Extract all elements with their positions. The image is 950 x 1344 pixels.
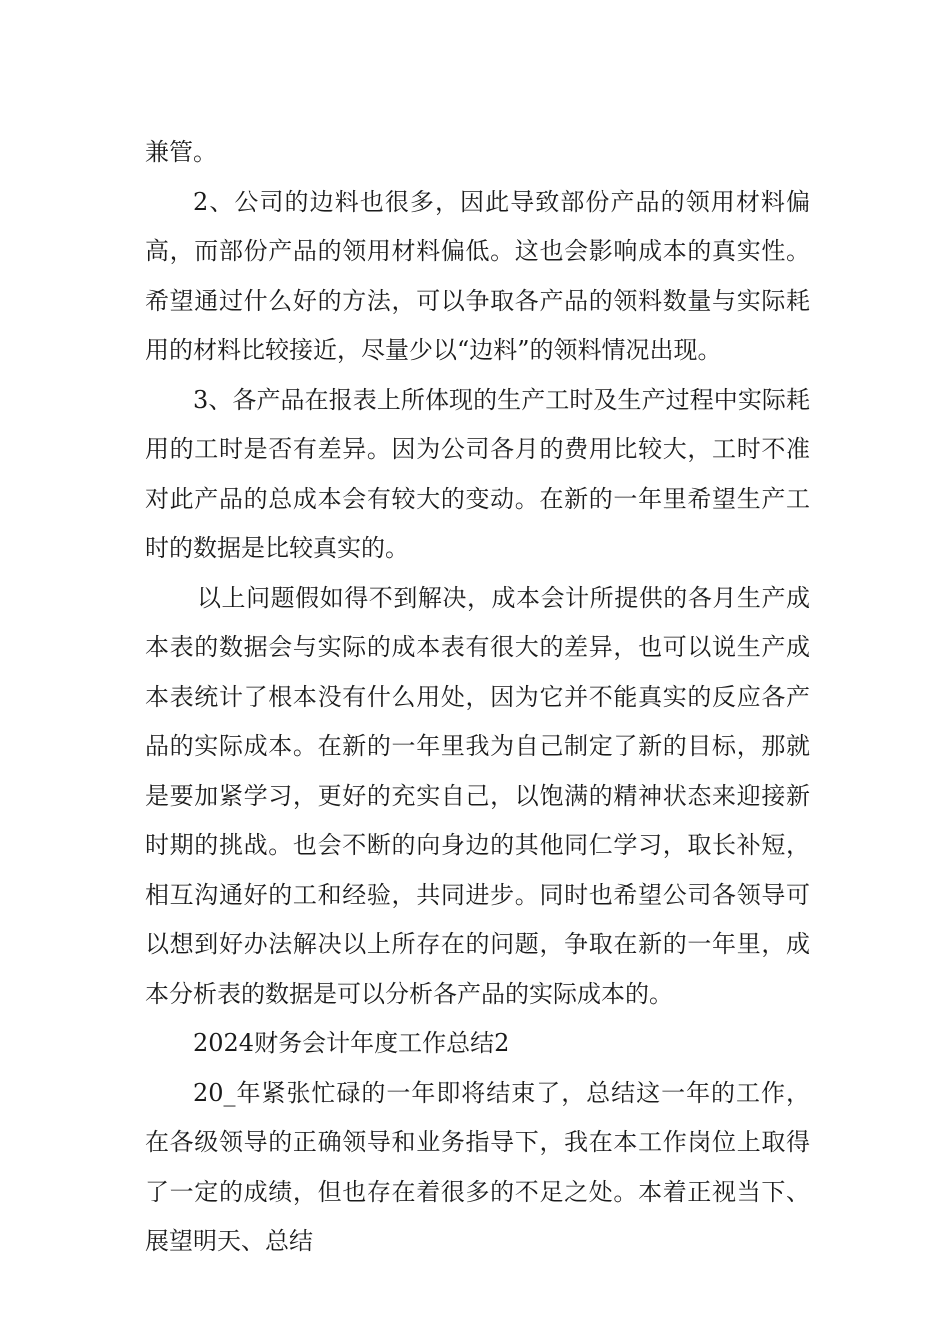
paragraph-summary: 以上问题假如得不到解决，成本会计所提供的各月生产成本表的数据会与实际的成本表有很大的差异，也可以说生产成本表统计了根本没有什么用处，因为它并不能真实的反应各产品的实际成本。在新的一年里我为自己制定了新的目标，那就是要加紧学习，更好的充实自己，以饱满的精神状态来迎接新时期的挑战。也会不断的向身边的其他同仁学习，取长补短，相互沟通好的工和经验，共同进步。同时也希望公司各领导可以想到好办法解决以上所存在的问题，争取在新的一年里，成本分析表的数据是可以分析各产品的实际成本的。 xyxy=(145,583,810,1008)
section-heading: 2024财务会计年度工作总结2 xyxy=(193,1029,510,1057)
paragraph-item-2: 2、公司的边料也很多，因此导致部份产品的领用材料偏高，而部份产品的领用材料偏低。这也会影响成本的真实性。希望通过什么好的方法，可以争取各产品的领料数量与实际耗用的材料比较接近，尽量少以“边料”的领料情况出现。 xyxy=(145,187,810,364)
paragraph-continuation: 兼管。 xyxy=(145,138,217,166)
document-body xyxy=(145,128,810,1267)
paragraph-intro: 20_年紧张忙碌的一年即将结束了，总结这一年的工作，在各级领导的正确领导和业务指导下，我在本工作岗位上取得了一定的成绩，但也存在着很多的不足之处。本着正视当下、展望明天、总结 xyxy=(145,1078,810,1255)
paragraph-item-3: 3、各产品在报表上所体现的生产工时及生产过程中实际耗用的工时是否有差异。因为公司各月的费用比较大，工时不准对此产品的总成本会有较大的变动。在新的一年里希望生产工时的数据是比较真实的。 xyxy=(145,385,810,562)
